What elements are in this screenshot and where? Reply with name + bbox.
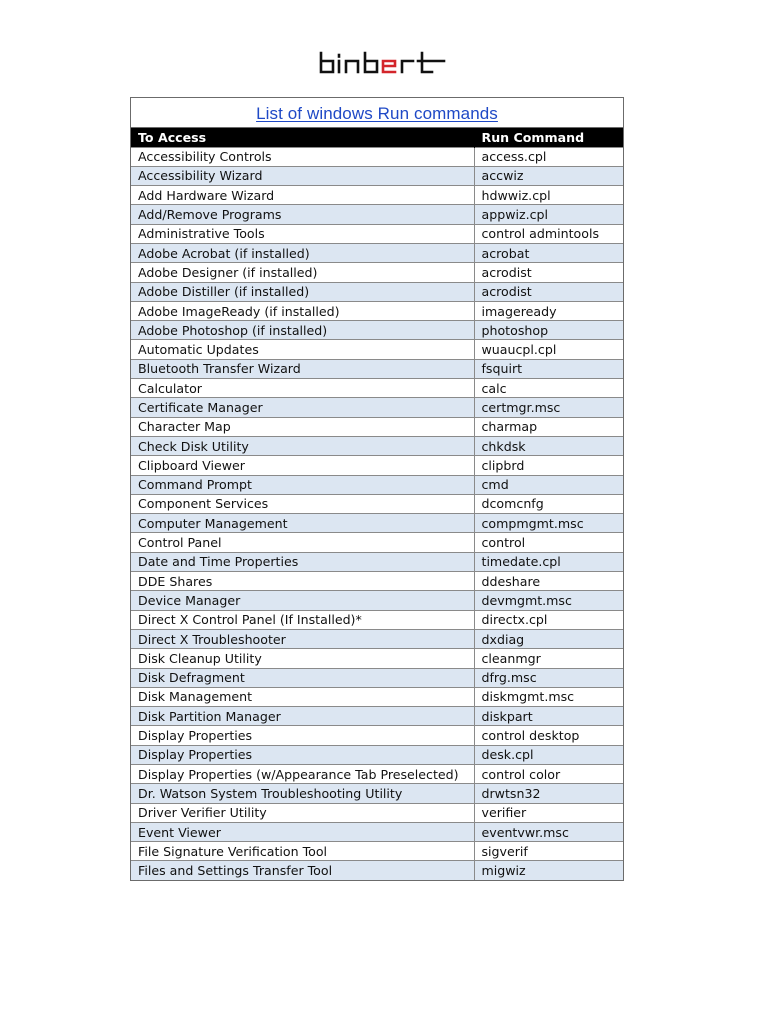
cell-to-access: Disk Partition Manager: [131, 707, 474, 726]
cell-run-command: devmgmt.msc: [474, 591, 623, 610]
cell-to-access: Dr. Watson System Troubleshooting Utility: [131, 784, 474, 803]
cell-to-access: Check Disk Utility: [131, 436, 474, 455]
table-row: [131, 398, 623, 417]
cell-run-command: control color: [474, 765, 623, 784]
table-row: [131, 610, 623, 629]
cell-to-access: File Signature Verification Tool: [131, 842, 474, 861]
table-row: [131, 475, 623, 494]
cell-run-command: verifier: [474, 803, 623, 822]
cell-run-command: diskmgmt.msc: [474, 687, 623, 706]
cell-to-access: Device Manager: [131, 591, 474, 610]
cell-to-access: DDE Shares: [131, 572, 474, 591]
header-to-access: To Access: [131, 128, 474, 147]
cell-run-command: fsquirt: [474, 359, 623, 378]
cell-run-command: diskpart: [474, 707, 623, 726]
table-row: [131, 765, 623, 784]
cell-run-command: desk.cpl: [474, 745, 623, 764]
table-row: [131, 803, 623, 822]
cell-to-access: Disk Defragment: [131, 668, 474, 687]
cell-run-command: migwiz: [474, 861, 623, 880]
cell-to-access: Adobe Acrobat (if installed): [131, 243, 474, 262]
cell-run-command: dxdiag: [474, 629, 623, 648]
table-row: [131, 340, 623, 359]
cell-run-command: clipbrd: [474, 456, 623, 475]
cell-to-access: Adobe Photoshop (if installed): [131, 321, 474, 340]
cell-run-command: charmap: [474, 417, 623, 436]
cell-run-command: drwtsn32: [474, 784, 623, 803]
table-row: [131, 707, 623, 726]
cell-to-access: Character Map: [131, 417, 474, 436]
cell-run-command: hdwwiz.cpl: [474, 186, 623, 205]
cell-to-access: Accessibility Controls: [131, 147, 474, 166]
cell-run-command: dfrg.msc: [474, 668, 623, 687]
cell-to-access: Display Properties: [131, 726, 474, 745]
cell-to-access: Display Properties: [131, 745, 474, 764]
cell-to-access: Clipboard Viewer: [131, 456, 474, 475]
cell-run-command: eventvwr.msc: [474, 822, 623, 841]
binbert-logo: [318, 50, 450, 76]
cell-run-command: timedate.cpl: [474, 552, 623, 571]
cell-run-command: access.cpl: [474, 147, 623, 166]
cell-run-command: accwiz: [474, 166, 623, 185]
cell-run-command: chkdsk: [474, 436, 623, 455]
cell-to-access: Direct X Troubleshooter: [131, 629, 474, 648]
table-row: [131, 224, 623, 243]
cell-to-access: Add/Remove Programs: [131, 205, 474, 224]
table-row: [131, 243, 623, 262]
run-commands-table: [131, 128, 623, 880]
table-row: [131, 822, 623, 841]
table-row: [131, 436, 623, 455]
table-row: [131, 514, 623, 533]
cell-to-access: Add Hardware Wizard: [131, 186, 474, 205]
table-row: [131, 629, 623, 648]
cell-run-command: cleanmgr: [474, 649, 623, 668]
cell-to-access: Certificate Manager: [131, 398, 474, 417]
cell-run-command: acrodist: [474, 263, 623, 282]
cell-run-command: acrodist: [474, 282, 623, 301]
cell-run-command: certmgr.msc: [474, 398, 623, 417]
cell-to-access: Component Services: [131, 494, 474, 513]
table-row: [131, 456, 623, 475]
cell-to-access: Bluetooth Transfer Wizard: [131, 359, 474, 378]
table-row: [131, 494, 623, 513]
cell-to-access: Date and Time Properties: [131, 552, 474, 571]
cell-to-access: Adobe ImageReady (if installed): [131, 301, 474, 320]
cell-to-access: Adobe Designer (if installed): [131, 263, 474, 282]
cell-to-access: Calculator: [131, 379, 474, 398]
cell-run-command: calc: [474, 379, 623, 398]
cell-run-command: sigverif: [474, 842, 623, 861]
cell-to-access: Command Prompt: [131, 475, 474, 494]
cell-to-access: Direct X Control Panel (If Installed)*: [131, 610, 474, 629]
table-row: [131, 842, 623, 861]
table-header-row: [131, 128, 623, 147]
table-row: [131, 687, 623, 706]
table-row: [131, 668, 623, 687]
table-row: [131, 784, 623, 803]
cell-run-command: directx.cpl: [474, 610, 623, 629]
cell-to-access: Display Properties (w/Appearance Tab Preselected): [131, 765, 474, 784]
cell-to-access: Driver Verifier Utility: [131, 803, 474, 822]
table-body: [131, 147, 623, 880]
table-row: [131, 321, 623, 340]
document-title: [131, 98, 623, 128]
table-row: [131, 379, 623, 398]
run-commands-sheet: [130, 97, 624, 881]
cell-to-access: Computer Management: [131, 514, 474, 533]
cell-run-command: cmd: [474, 475, 623, 494]
cell-run-command: photoshop: [474, 321, 623, 340]
table-row: [131, 649, 623, 668]
table-row: [131, 147, 623, 166]
cell-to-access: Automatic Updates: [131, 340, 474, 359]
table-row: [131, 301, 623, 320]
cell-to-access: Administrative Tools: [131, 224, 474, 243]
cell-run-command: control: [474, 533, 623, 552]
cell-to-access: Event Viewer: [131, 822, 474, 841]
cell-to-access: Disk Cleanup Utility: [131, 649, 474, 668]
cell-to-access: Adobe Distiller (if installed): [131, 282, 474, 301]
cell-run-command: control admintools: [474, 224, 623, 243]
cell-to-access: Control Panel: [131, 533, 474, 552]
table-row: [131, 572, 623, 591]
cell-run-command: imageready: [474, 301, 623, 320]
cell-run-command: ddeshare: [474, 572, 623, 591]
table-row: [131, 861, 623, 880]
cell-to-access: Disk Management: [131, 687, 474, 706]
table-row: [131, 417, 623, 436]
table-row: [131, 552, 623, 571]
table-row: [131, 591, 623, 610]
cell-to-access: Files and Settings Transfer Tool: [131, 861, 474, 880]
table-row: [131, 745, 623, 764]
table-row: [131, 205, 623, 224]
cell-run-command: appwiz.cpl: [474, 205, 623, 224]
cell-run-command: compmgmt.msc: [474, 514, 623, 533]
table-row: [131, 263, 623, 282]
cell-to-access: Accessibility Wizard: [131, 166, 474, 185]
cell-run-command: wuaucpl.cpl: [474, 340, 623, 359]
table-row: [131, 186, 623, 205]
header-run-command: Run Command: [474, 128, 623, 147]
table-row: [131, 359, 623, 378]
document-title-text: List of windows Run commands: [256, 104, 498, 123]
table-row: [131, 166, 623, 185]
table-row: [131, 282, 623, 301]
cell-run-command: acrobat: [474, 243, 623, 262]
cell-run-command: dcomcnfg: [474, 494, 623, 513]
table-row: [131, 726, 623, 745]
cell-run-command: control desktop: [474, 726, 623, 745]
table-row: [131, 533, 623, 552]
